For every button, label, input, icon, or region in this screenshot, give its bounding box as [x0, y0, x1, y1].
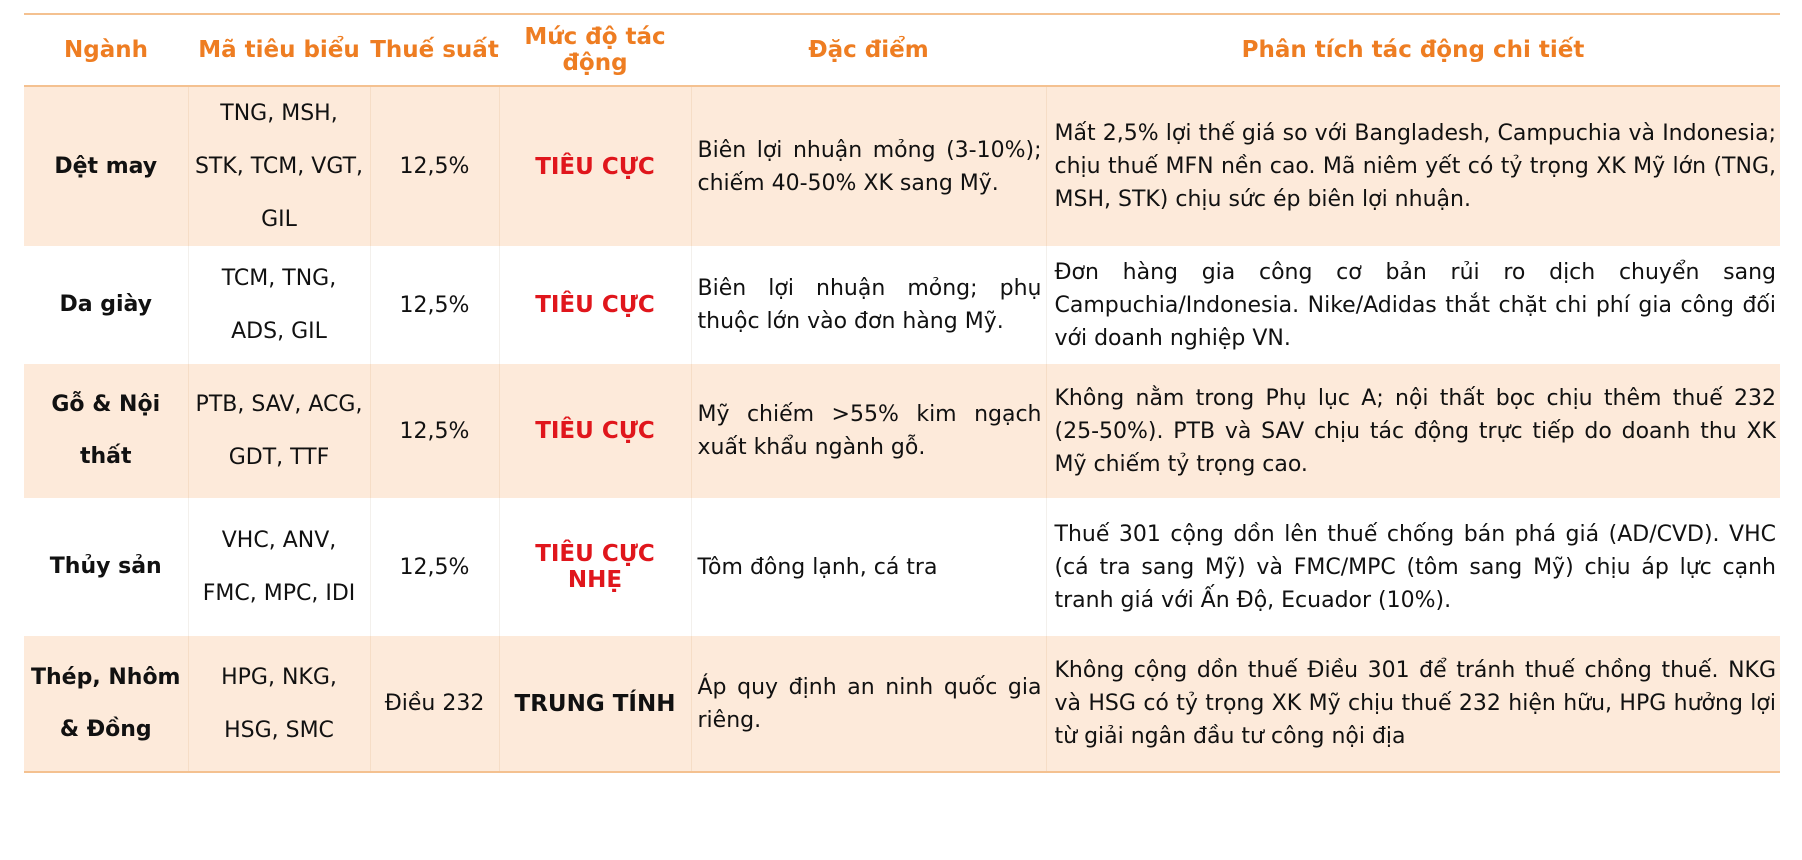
analysis-cell: Không nằm trong Phụ lục A; nội thất bọc chịu thêm thuế 232 (25-50%). PTB và SAV chịu tác động trực tiếp do doanh thu XK Mỹ chiếm tỷ trọng cao.	[1046, 364, 1780, 498]
header-sector: Ngành	[24, 14, 188, 86]
features-cell: Tôm đông lạnh, cá tra	[691, 498, 1046, 636]
table-body	[24, 86, 1780, 772]
features-cell: Áp quy định an ninh quốc gia riêng.	[691, 636, 1046, 772]
analysis-cell: Mất 2,5% lợi thế giá so với Bangladesh, Campuchia và Indonesia; chịu thuế MFN nền cao. Mã niêm yết có tỷ trọng XK Mỹ lớn (TNG, MSH, STK) chịu sức ép biên lợi nhuận.	[1046, 86, 1780, 246]
sector-cell: Gỗ & Nội thất	[24, 364, 188, 498]
features-cell: Biên lợi nhuận mỏng (3-10%); chiếm 40-50% XK sang Mỹ.	[691, 86, 1046, 246]
sector-cell: Da giày	[24, 246, 188, 364]
analysis-cell: Không cộng dồn thuế Điều 301 để tránh thuế chồng thuế. NKG và HSG có tỷ trọng XK Mỹ chịu thuế 232 hiện hữu, HPG hưởng lợi từ giải ngân đầu tư công nội địa	[1046, 636, 1780, 772]
codes-cell: HPG, NKG, HSG, SMC	[188, 636, 370, 772]
rate-cell: 12,5%	[370, 498, 499, 636]
table-row	[24, 86, 1780, 246]
codes-cell: TNG, MSH, STK, TCM, VGT, GIL	[188, 86, 370, 246]
codes-cell: TCM, TNG, ADS, GIL	[188, 246, 370, 364]
analysis-cell: Đơn hàng gia công cơ bản rủi ro dịch chuyển sang Campuchia/Indonesia. Nike/Adidas thắt chặt chi phí gia công đối với doanh nghiệp VN.	[1046, 246, 1780, 364]
codes-cell: PTB, SAV, ACG, GDT, TTF	[188, 364, 370, 498]
table-header	[24, 14, 1780, 86]
sector-cell: Thủy sản	[24, 498, 188, 636]
tariff-impact-table	[24, 13, 1780, 773]
rate-cell: Điều 232	[370, 636, 499, 772]
rate-cell: 12,5%	[370, 86, 499, 246]
header-codes: Mã tiêu biểu	[188, 14, 370, 86]
features-cell: Biên lợi nhuận mỏng; phụ thuộc lớn vào đơn hàng Mỹ.	[691, 246, 1046, 364]
sector-cell: Dệt may	[24, 86, 188, 246]
table-row	[24, 364, 1780, 498]
impact-cell: TIÊU CỰC	[499, 86, 691, 246]
codes-cell: VHC, ANV, FMC, MPC, IDI	[188, 498, 370, 636]
header-rate: Thuế suất	[370, 14, 499, 86]
header-analysis: Phân tích tác động chi tiết	[1046, 14, 1780, 86]
impact-cell: TIÊU CỰC	[499, 364, 691, 498]
header-impact: Mức độ tác động	[499, 14, 691, 86]
table-row	[24, 636, 1780, 772]
table-row	[24, 498, 1780, 636]
sector-cell: Thép, Nhôm & Đồng	[24, 636, 188, 772]
rate-cell: 12,5%	[370, 246, 499, 364]
impact-cell: TIÊU CỰC NHẸ	[499, 498, 691, 636]
table-row	[24, 246, 1780, 364]
analysis-cell: Thuế 301 cộng dồn lên thuế chống bán phá giá (AD/CVD). VHC (cá tra sang Mỹ) và FMC/MPC (tôm sang Mỹ) chịu áp lực cạnh tranh giá với Ấn Độ, Ecuador (10%).	[1046, 498, 1780, 636]
tariff-impact-table-container	[24, 13, 1780, 773]
features-cell: Mỹ chiếm >55% kim ngạch xuất khẩu ngành gỗ.	[691, 364, 1046, 498]
impact-cell: TRUNG TÍNH	[499, 636, 691, 772]
header-features: Đặc điểm	[691, 14, 1046, 86]
rate-cell: 12,5%	[370, 364, 499, 498]
impact-cell: TIÊU CỰC	[499, 246, 691, 364]
